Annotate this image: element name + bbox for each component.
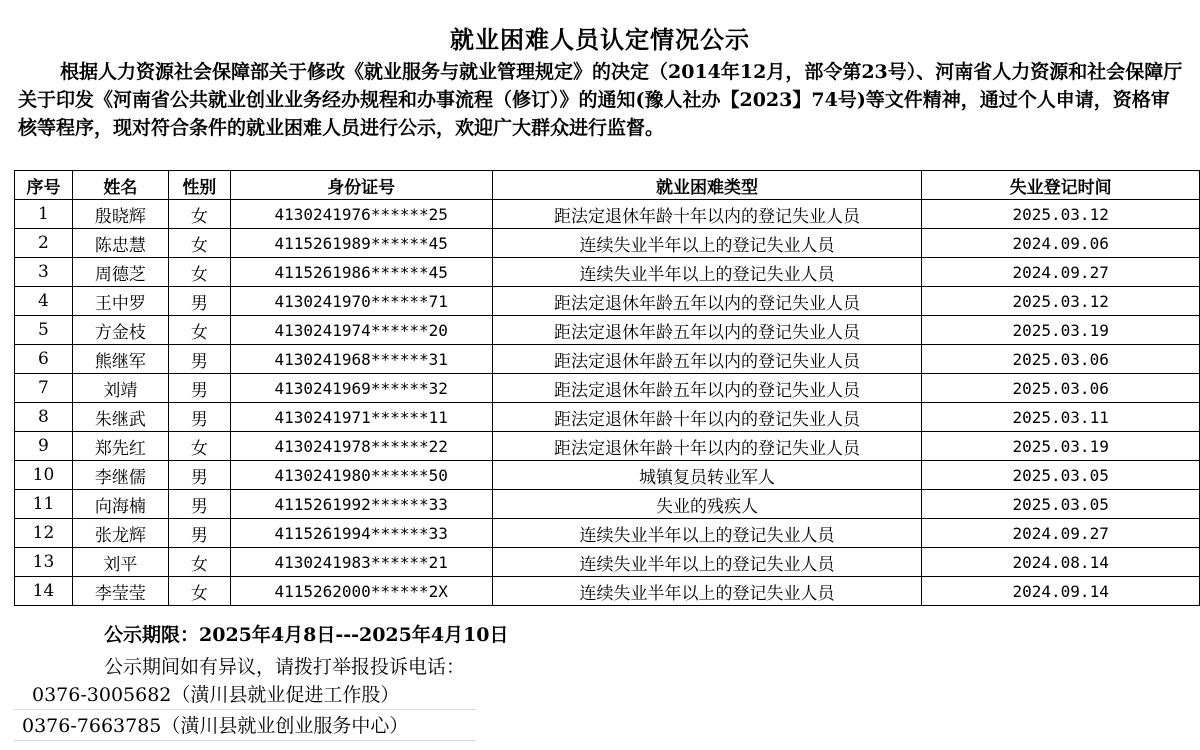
cell-id-number: 4115261989******45 [230,229,492,258]
table-row [15,548,1200,577]
cell-difficulty-type: 连续失业半年以上的登记失业人员 [492,577,922,606]
table-row [15,258,1200,287]
cell-difficulty-type: 距法定退休年龄五年以内的登记失业人员 [492,345,922,374]
cell-registration-date: 2024.09.06 [922,229,1200,258]
header-cell: 姓名 [72,171,168,200]
cell-registration-date: 2024.09.14 [922,577,1200,606]
cell-difficulty-type: 距法定退休年龄五年以内的登记失业人员 [492,316,922,345]
cell-index: 3 [15,258,73,287]
cell-id-number: 4130241980******50 [230,461,492,490]
cell-registration-date: 2024.08.14 [922,548,1200,577]
cell-name: 殷晓辉 [72,200,168,229]
cell-index: 7 [15,374,73,403]
cell-gender: 男 [168,374,230,403]
cell-difficulty-type: 距法定退休年龄十年以内的登记失业人员 [492,403,922,432]
cell-id-number: 4130241968******31 [230,345,492,374]
table-row [15,374,1200,403]
cell-difficulty-type: 距法定退休年龄五年以内的登记失业人员 [492,374,922,403]
table-row [15,490,1200,519]
cell-index: 10 [15,461,73,490]
cell-registration-date: 2025.03.12 [922,200,1200,229]
cell-difficulty-type: 连续失业半年以上的登记失业人员 [492,258,922,287]
cell-index: 9 [15,432,73,461]
cell-index: 14 [15,577,73,606]
page-title: 就业困难人员认定情况公示 [450,25,750,54]
cell-difficulty-type: 距法定退休年龄五年以内的登记失业人员 [492,287,922,316]
cell-id-number: 4130241969******32 [230,374,492,403]
cell-id-number: 4130241983******21 [230,548,492,577]
cell-id-number: 4115261994******33 [230,519,492,548]
phone-line-1: 0376-3005682（潢川县就业促进工作股） [14,680,476,710]
cell-registration-date: 2024.09.27 [922,258,1200,287]
cell-gender: 女 [168,548,230,577]
cell-difficulty-type: 连续失业半年以上的登记失业人员 [492,519,922,548]
header-cell: 身份证号 [230,171,492,200]
cell-id-number: 4115262000******2X [230,577,492,606]
header-cell: 失业登记时间 [922,171,1200,200]
cell-registration-date: 2025.03.11 [922,403,1200,432]
publicity-period: 公示期限：2025年4月8日---2025年4月10日 [104,624,509,646]
cell-difficulty-type: 城镇复员转业军人 [492,461,922,490]
cell-difficulty-type: 距法定退休年龄十年以内的登记失业人员 [492,432,922,461]
cell-registration-date: 2025.03.05 [922,461,1200,490]
cell-id-number: 4130241974******20 [230,316,492,345]
table-row [15,287,1200,316]
cell-id-number: 4130241970******71 [230,287,492,316]
cell-name: 李莹莹 [72,577,168,606]
cell-registration-date: 2025.03.06 [922,374,1200,403]
cell-name: 李继儒 [72,461,168,490]
table-row [15,229,1200,258]
cell-gender: 女 [168,229,230,258]
cell-gender: 男 [168,519,230,548]
cell-index: 1 [15,200,73,229]
cell-name: 刘靖 [72,374,168,403]
cell-index: 2 [15,229,73,258]
cell-name: 向海楠 [72,490,168,519]
cell-id-number: 4130241978******22 [230,432,492,461]
cell-index: 13 [15,548,73,577]
cell-gender: 男 [168,345,230,374]
cell-id-number: 4130241976******25 [230,200,492,229]
cell-gender: 女 [168,258,230,287]
table-row [15,316,1200,345]
table-row [15,519,1200,548]
header-cell: 序号 [15,171,73,200]
table-row [15,200,1200,229]
cell-registration-date: 2025.03.12 [922,287,1200,316]
cell-index: 11 [15,490,73,519]
cell-id-number: 4115261992******33 [230,490,492,519]
header-cell: 性别 [168,171,230,200]
cell-gender: 男 [168,403,230,432]
data-table [14,170,1200,606]
cell-gender: 女 [168,316,230,345]
cell-gender: 女 [168,432,230,461]
table-row [15,403,1200,432]
intro-paragraph: 根据人力资源社会保障部关于修改《就业服务与就业管理规定》的决定（2014年12月，部令第23号）、河南省人力资源和社会保障厅关于印发《河南省公共就业创业业务经办规程和办事流程（修订）》的通知(豫人社办【2023】74号)等文件精神，通过个人申请，资格审核等程序，现对符合条件的就业困难人员进行公示，欢迎广大群众进行监督。 [18,61,1183,139]
phone-line-2: 0376-7663785（潢川县就业创业服务中心） [14,711,476,741]
cell-name: 张龙辉 [72,519,168,548]
cell-difficulty-type: 距法定退休年龄十年以内的登记失业人员 [492,200,922,229]
cell-gender: 女 [168,577,230,606]
cell-name: 王中罗 [72,287,168,316]
cell-registration-date: 2025.03.06 [922,345,1200,374]
table-row [15,345,1200,374]
table-row [15,577,1200,606]
cell-name: 周德芝 [72,258,168,287]
cell-registration-date: 2025.03.05 [922,490,1200,519]
cell-difficulty-type: 连续失业半年以上的登记失业人员 [492,548,922,577]
cell-id-number: 4130241971******11 [230,403,492,432]
cell-name: 熊继军 [72,345,168,374]
cell-name: 方金枝 [72,316,168,345]
cell-gender: 女 [168,200,230,229]
cell-id-number: 4115261986******45 [230,258,492,287]
cell-registration-date: 2025.03.19 [922,316,1200,345]
cell-registration-date: 2024.09.27 [922,519,1200,548]
cell-index: 4 [15,287,73,316]
cell-index: 12 [15,519,73,548]
cell-name: 刘平 [72,548,168,577]
cell-name: 朱继武 [72,403,168,432]
cell-name: 郑先红 [72,432,168,461]
cell-gender: 男 [168,461,230,490]
cell-name: 陈忠慧 [72,229,168,258]
cell-index: 6 [15,345,73,374]
cell-index: 5 [15,316,73,345]
cell-gender: 男 [168,490,230,519]
cell-registration-date: 2025.03.19 [922,432,1200,461]
table-header-row [15,171,1200,200]
header-cell: 就业困难类型 [492,171,922,200]
cell-difficulty-type: 连续失业半年以上的登记失业人员 [492,229,922,258]
objection-note: 公示期间如有异议，请拨打举报投诉电话： [104,656,466,678]
cell-difficulty-type: 失业的残疾人 [492,490,922,519]
cell-gender: 男 [168,287,230,316]
table-row [15,432,1200,461]
cell-index: 8 [15,403,73,432]
table-row [15,461,1200,490]
